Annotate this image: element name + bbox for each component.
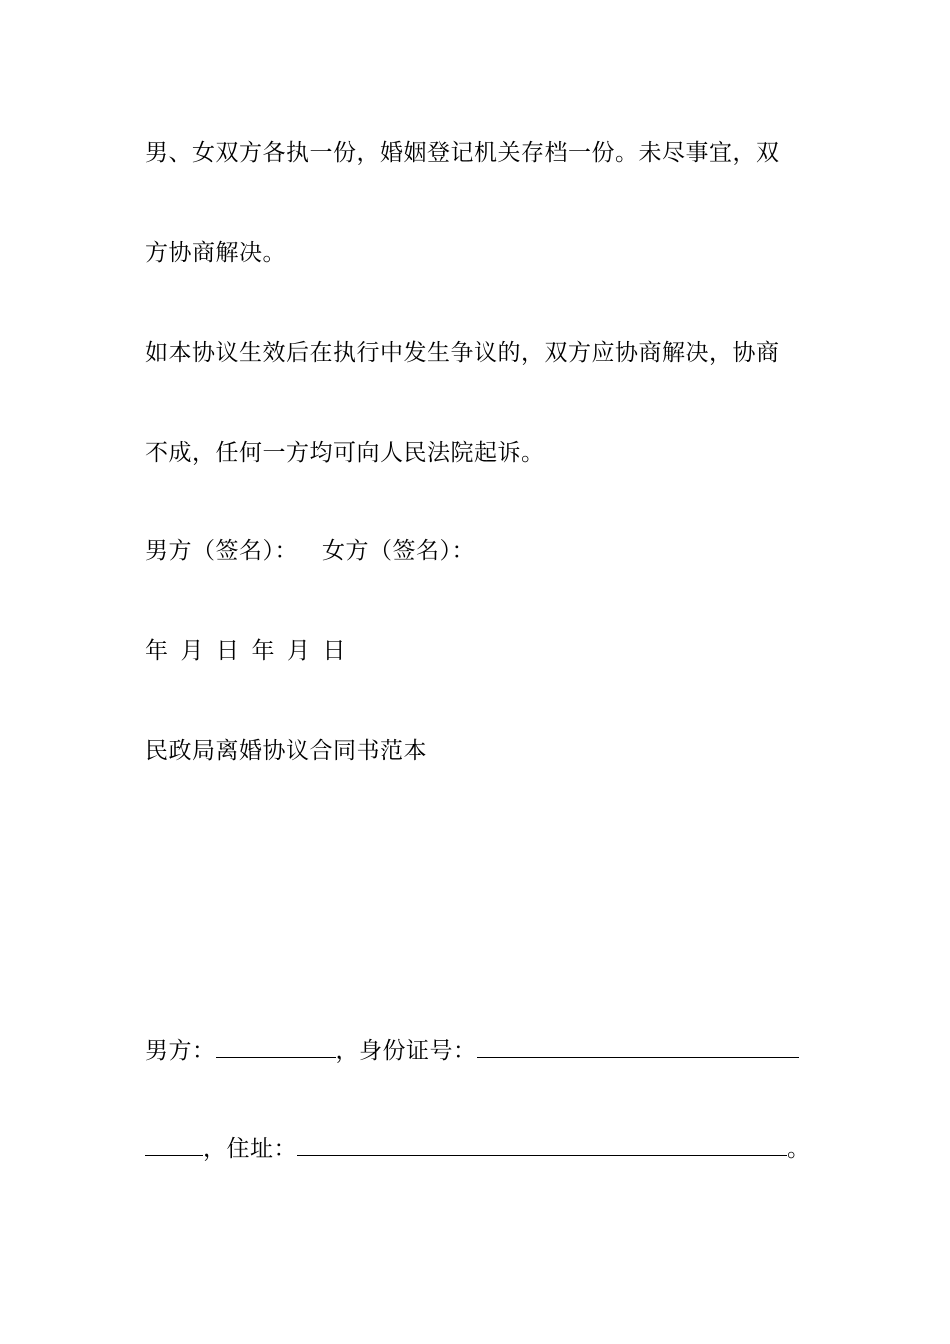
paragraph-dispute-line-2: 不成，任何一方均可向人民法院起诉。 — [145, 440, 545, 466]
paragraph-dispute-line-1: 如本协议生效后在执行中发生争议的，双方应协商解决，协商 — [145, 340, 780, 366]
date-month-female: 月 — [287, 638, 311, 664]
female-signature-label: 女方（签名）： — [322, 538, 475, 564]
form-male-row — [145, 1036, 799, 1066]
male-address-blank[interactable] — [297, 1135, 787, 1156]
form-address-row — [145, 1134, 811, 1164]
paragraph-copies-line-2: 方协商解决。 — [145, 240, 286, 266]
date-year-male: 年 — [145, 638, 169, 664]
form-id-label: ，身份证号： — [335, 1038, 477, 1064]
form-end-mark: 。 — [787, 1136, 811, 1162]
male-id-blank[interactable] — [477, 1037, 799, 1058]
form-address-label: ，住址： — [203, 1136, 297, 1162]
male-id-blank-continued[interactable] — [145, 1135, 203, 1156]
date-month-male: 月 — [180, 638, 204, 664]
form-male-label: 男方： — [145, 1038, 216, 1064]
document-heading: 民政局离婚协议合同书范本 — [145, 738, 427, 764]
date-day-female: 日 — [322, 638, 346, 664]
date-row — [145, 636, 346, 666]
signature-row — [145, 536, 475, 566]
male-name-blank[interactable] — [216, 1037, 336, 1058]
male-signature-label: 男方（签名）： — [145, 538, 298, 564]
paragraph-copies-line-1: 男、女双方各执一份，婚姻登记机关存档一份。未尽事宜，双 — [145, 140, 780, 166]
date-year-female: 年 — [251, 638, 275, 664]
date-day-male: 日 — [216, 638, 240, 664]
